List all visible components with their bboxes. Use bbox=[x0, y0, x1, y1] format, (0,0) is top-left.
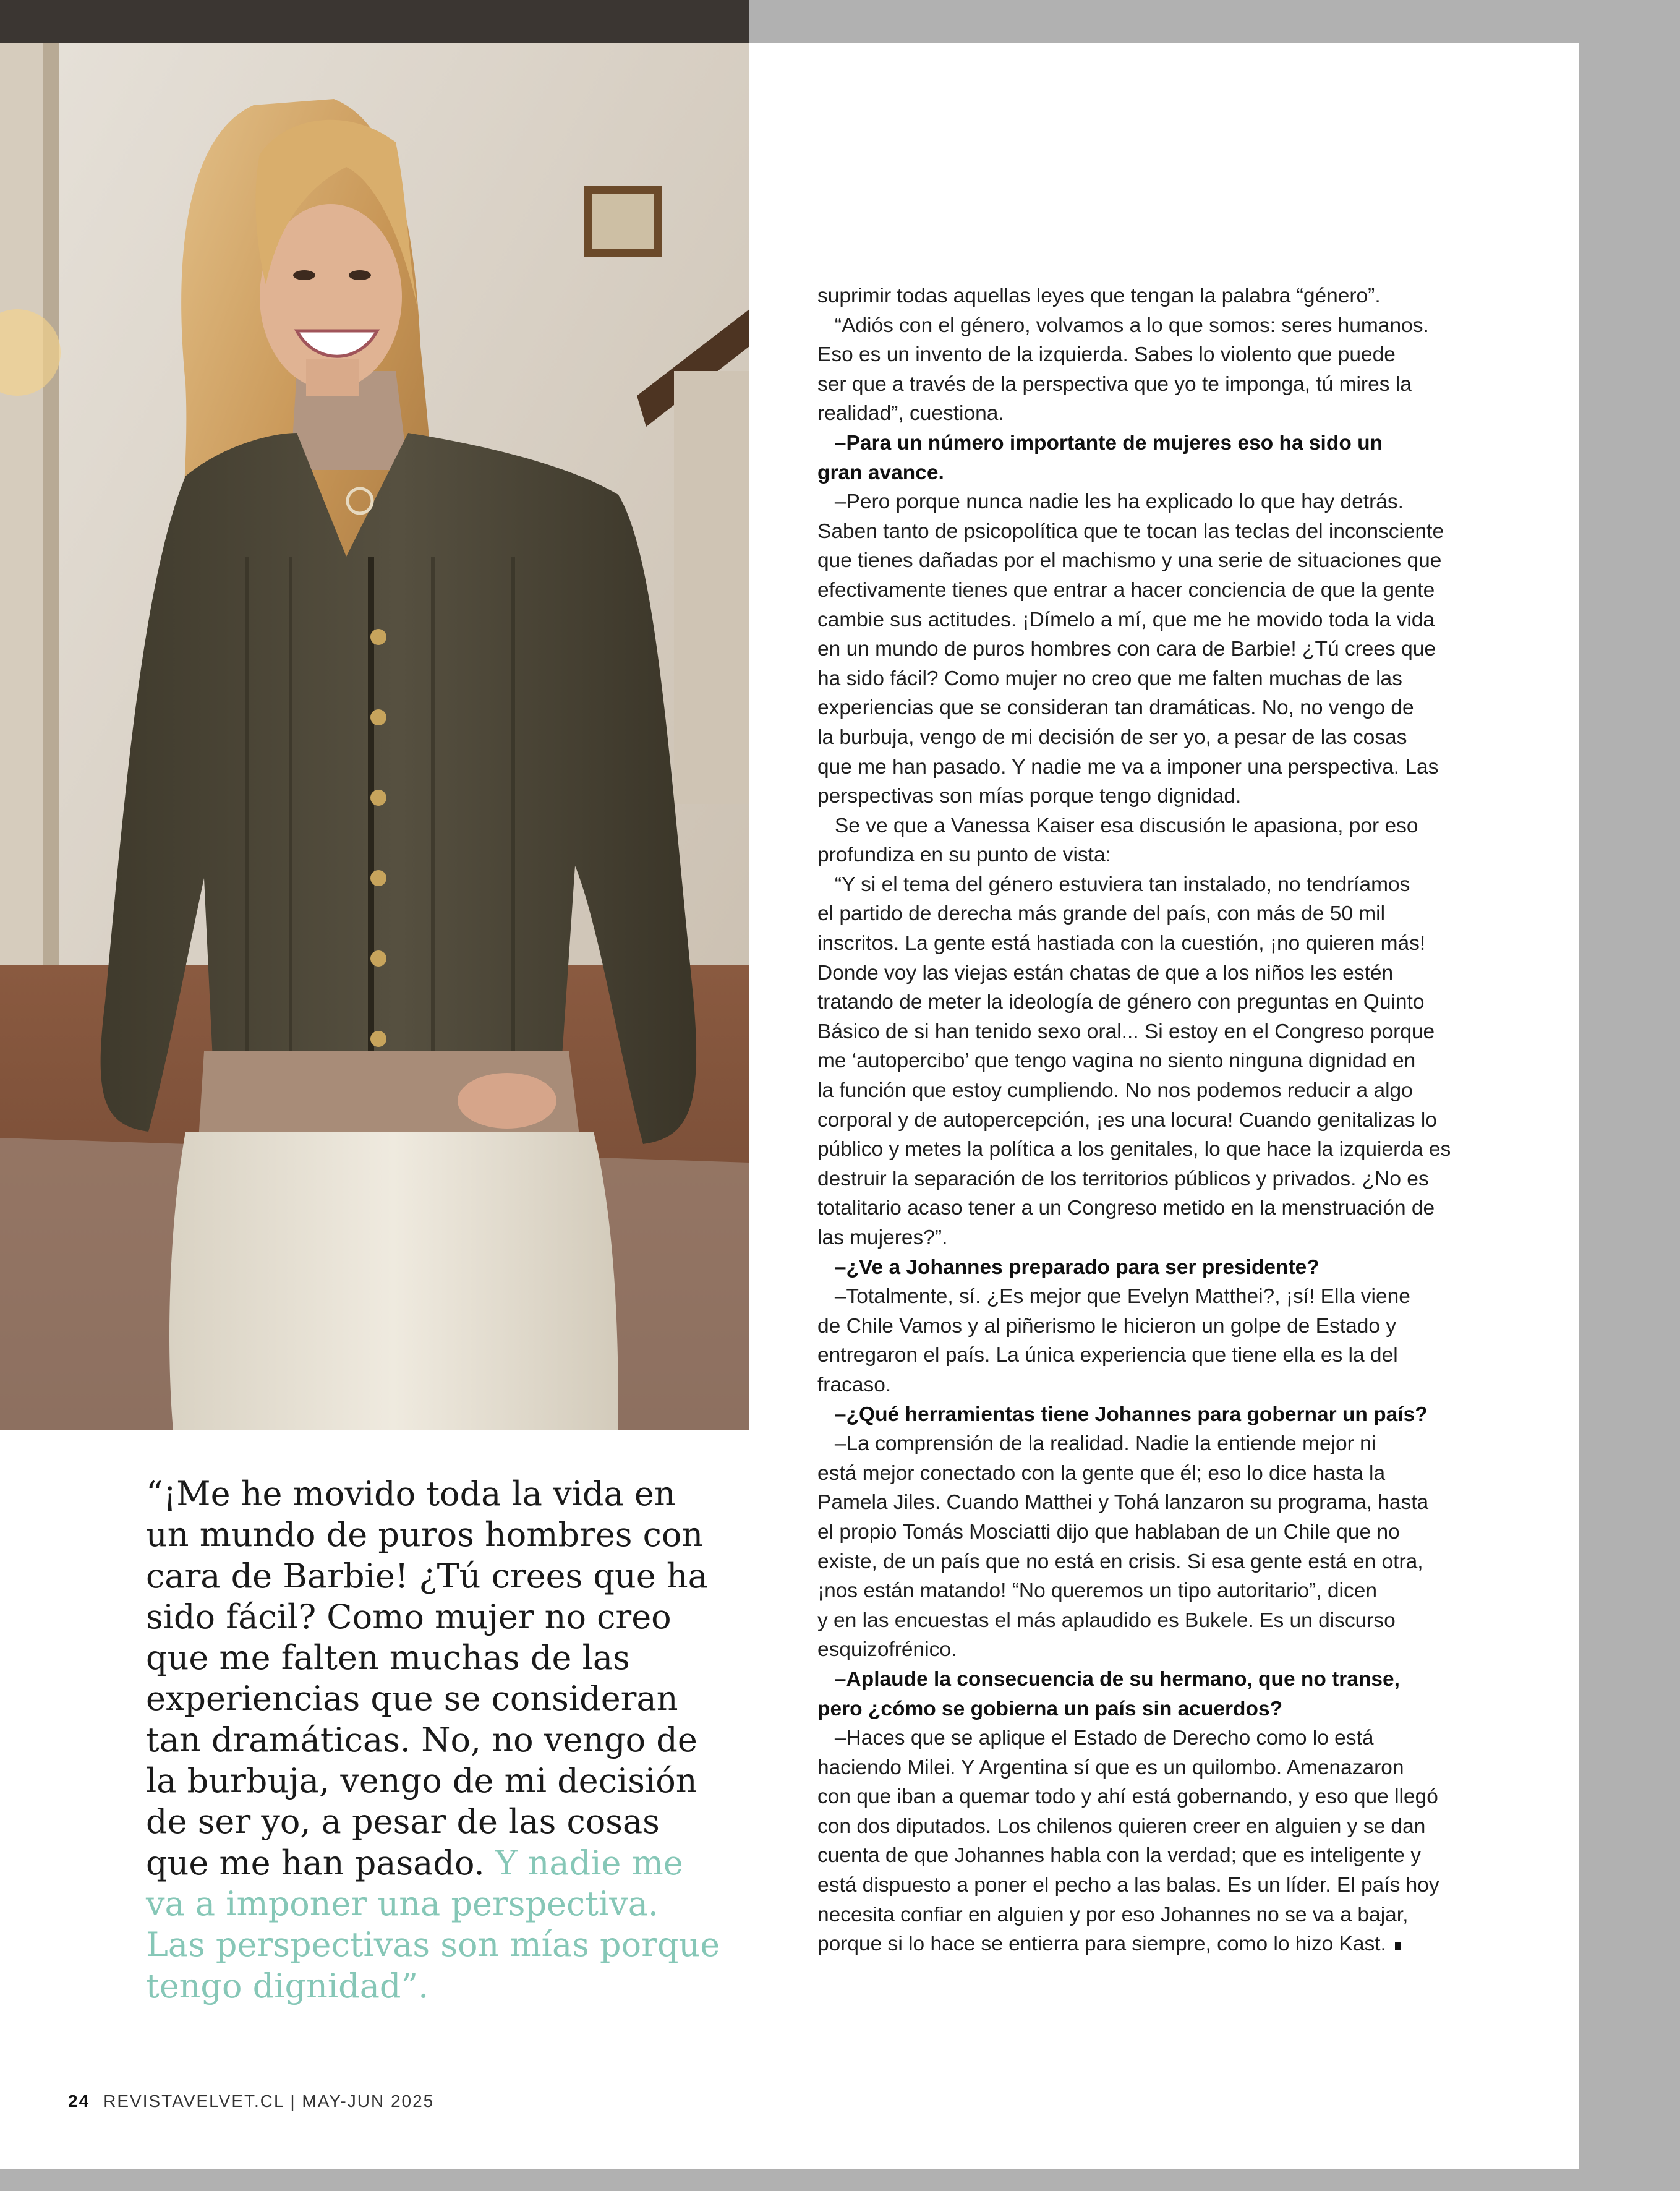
pull-quote-highlight-line: va a imponer una perspectiva. bbox=[146, 1884, 659, 1923]
article-line: con dos diputados. Los chilenos quieren creer en alguien y se dan bbox=[817, 1814, 1426, 1838]
article-line: la burbuja, vengo de mi decisión de ser yo, a pesar de las cosas bbox=[817, 725, 1407, 749]
article-line: destruir la separación de los territorios públicos y privados. ¿No es bbox=[817, 1167, 1429, 1190]
article-line: de Chile Vamos y al piñerismo le hicieron un golpe de Estado y bbox=[817, 1314, 1397, 1338]
page-number: 24 bbox=[68, 2091, 90, 2111]
article-line: está dispuesto a poner el pecho a las balas. Es un líder. El país hoy bbox=[817, 1874, 1439, 1897]
article-line: –Pero porque nunca nadie les ha explicado lo que hay detrás. bbox=[817, 490, 1404, 514]
article-line: –Haces que se aplique el Estado de Derecho como lo está bbox=[817, 1727, 1374, 1750]
article-line: esquizofrénico. bbox=[817, 1638, 957, 1662]
interview-question-line: –¿Ve a Johannes preparado para ser presidente? bbox=[817, 1255, 1320, 1279]
article-line: que tienes dañadas por el machismo y una serie de situaciones que bbox=[817, 549, 1442, 573]
article-end-mark bbox=[1395, 1942, 1401, 1950]
interview-question-line: –Para un número importante de mujeres eso ha sido un bbox=[817, 431, 1383, 455]
article-line: las mujeres?”. bbox=[817, 1226, 948, 1249]
interview-question-line: pero ¿cómo se gobierna un país sin acuerdos? bbox=[817, 1697, 1283, 1720]
article-line: profundiza en su punto de vista: bbox=[817, 844, 1111, 867]
article-line: ha sido fácil? Como mujer no creo que me falten muchas de las bbox=[817, 667, 1402, 690]
pull-quote-line: un mundo de puros hombres con bbox=[146, 1515, 704, 1555]
pull-quote-line: la burbuja, vengo de mi decisión bbox=[146, 1761, 697, 1801]
article-line: experiencias que se consideran tan dramáticas. No, no vengo de bbox=[817, 696, 1414, 720]
article-line: Eso es un invento de la izquierda. Sabes lo violento que puede bbox=[817, 343, 1396, 367]
interview-question-line: gran avance. bbox=[817, 461, 944, 484]
article-line: haciendo Milei. Y Argentina sí que es un quilombo. Amenazaron bbox=[817, 1756, 1404, 1779]
article-line: suprimir todas aquellas leyes que tengan la palabra “género”. bbox=[817, 284, 1381, 307]
publication-line: REVISTAVELVET.CL | MAY-JUN 2025 bbox=[103, 2091, 435, 2111]
pull-quote-dark-fragment: que me han pasado. bbox=[146, 1843, 495, 1882]
article-line: inscritos. La gente está hastiada con la cuestión, ¡no quieren más! bbox=[817, 932, 1426, 955]
article-line: Pamela Jiles. Cuando Matthei y Tohá lanzaron su programa, hasta bbox=[817, 1491, 1429, 1514]
article-line: corporal y de autopercepción, ¡es una locura! Cuando genitalizas lo bbox=[817, 1108, 1437, 1132]
pull-quote-line: “¡Me he movido toda la vida en bbox=[146, 1474, 676, 1513]
portrait-photo bbox=[0, 0, 749, 1430]
article-line: con que iban a quemar todo y ahí está gobernando, y eso que llegó bbox=[817, 1785, 1438, 1809]
article-line: la función que estoy cumpliendo. No nos podemos reducir a algo bbox=[817, 1079, 1413, 1103]
article-line: necesita confiar en alguien y por eso Johannes no se va a bajar, bbox=[817, 1903, 1409, 1926]
interview-question-line: –Aplaude la consecuencia de su hermano, que no transe, bbox=[817, 1667, 1400, 1691]
article-line: que me han pasado. Y nadie me va a imponer una perspectiva. Las bbox=[817, 755, 1439, 779]
article-line: porque si lo hace se entierra para siempre, como lo hizo Kast. bbox=[817, 1929, 1473, 1959]
pull-quote-line: experiencias que se consideran bbox=[146, 1679, 678, 1719]
pull-quote-line: sido fácil? Como mujer no creo bbox=[146, 1597, 672, 1636]
pull-quote-highlight-line: Las perspectivas son mías porque bbox=[146, 1925, 720, 1965]
article-line: totalitario acaso tener a un Congreso metido en la menstruación de bbox=[817, 1197, 1435, 1220]
pull-quote-highlight-fragment: Y nadie me bbox=[495, 1843, 683, 1882]
article-line: en un mundo de puros hombres con cara de Barbie! ¿Tú crees que bbox=[817, 638, 1436, 661]
article-line: está mejor conectado con la gente que él; eso lo dice hasta la bbox=[817, 1461, 1386, 1485]
article-line: público y metes la política a los genitales, lo que hace la izquierda es bbox=[817, 1138, 1451, 1161]
pull-quote-line: que me falten muchas de las bbox=[146, 1638, 630, 1678]
article-line: –Totalmente, sí. ¿Es mejor que Evelyn Matthei?, ¡sí! Ella viene bbox=[817, 1285, 1410, 1309]
article-line: tratando de meter la ideología de género con preguntas en Quinto bbox=[817, 991, 1425, 1014]
article-line: el propio Tomás Mosciatti dijo que hablaban de un Chile que no bbox=[817, 1520, 1400, 1544]
article-line: cambie sus actitudes. ¡Dímelo a mí, que me he movido toda la vida bbox=[817, 608, 1435, 631]
article-line: cuenta de que Johannes habla con la verdad; que es inteligente y bbox=[817, 1844, 1421, 1868]
article-line: perspectivas son mías porque tengo dignidad. bbox=[817, 785, 1242, 808]
article-line: Donde voy las viejas están chatas de que a los niños les estén bbox=[817, 961, 1394, 984]
article-line: Básico de si han tenido sexo oral... Si estoy en el Congreso porque bbox=[817, 1020, 1435, 1043]
article-line: y en las encuestas el más aplaudido es Bukele. Es un discurso bbox=[817, 1608, 1396, 1632]
article-line: fracaso. bbox=[817, 1373, 892, 1396]
article-line: “Adiós con el género, volvamos a lo que somos: seres humanos. bbox=[817, 314, 1429, 337]
portrait-illustration bbox=[0, 0, 749, 1430]
pull-quote bbox=[146, 1474, 727, 2007]
article-body bbox=[817, 281, 1473, 1959]
article-line: entregaron el país. La única experiencia que tiene ella es la del bbox=[817, 1344, 1398, 1367]
article-line: realidad”, cuestiona. bbox=[817, 402, 1004, 425]
page-footer bbox=[68, 2091, 434, 2111]
pull-quote-line: de ser yo, a pesar de las cosas bbox=[146, 1802, 660, 1842]
article-line: el partido de derecha más grande del país, con más de 50 mil bbox=[817, 902, 1386, 926]
pull-quote-line: cara de Barbie! ¿Tú crees que ha bbox=[146, 1556, 708, 1595]
article-line: Saben tanto de psicopolítica que te tocan las teclas del inconsciente bbox=[817, 519, 1444, 543]
interview-question-line: –¿Qué herramientas tiene Johannes para gobernar un país? bbox=[817, 1403, 1428, 1426]
article-line: me ‘autopercibo’ que tengo vagina no siento ninguna dignidad en bbox=[817, 1049, 1416, 1073]
article-line: existe, de un país que no está en crisis. Si esa gente está en otra, bbox=[817, 1550, 1423, 1573]
pull-quote-highlight-line: tengo dignidad”. bbox=[146, 1966, 429, 2005]
pull-quote-line bbox=[146, 1843, 727, 1884]
article-line: “Y si el tema del género estuviera tan instalado, no tendríamos bbox=[817, 873, 1410, 896]
article-line: –La comprensión de la realidad. Nadie la entiende mejor ni bbox=[817, 1432, 1376, 1456]
article-line: efectivamente tienes que entrar a hacer conciencia de que la gente bbox=[817, 578, 1435, 602]
article-line: Se ve que a Vanessa Kaiser esa discusión le apasiona, por eso bbox=[817, 814, 1418, 837]
article-line: ¡nos están matando! “No queremos un tipo autoritario”, dicen bbox=[817, 1579, 1377, 1603]
pull-quote-line: tan dramáticas. No, no vengo de bbox=[146, 1720, 697, 1759]
article-line: ser que a través de la perspectiva que yo te imponga, tú mires la bbox=[817, 372, 1412, 396]
